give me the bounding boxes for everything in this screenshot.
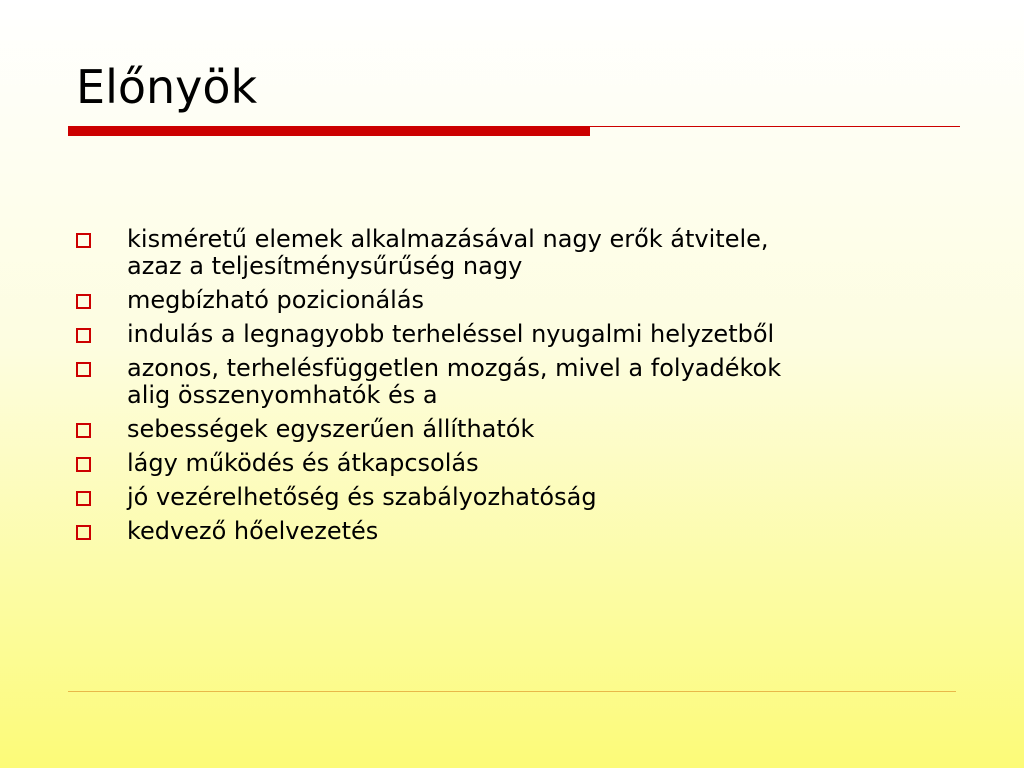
list-item: [76, 518, 956, 545]
square-bullet-icon: [76, 491, 91, 506]
bullet-text: indulás a legnagyobb terheléssel nyugalmi helyzetből: [127, 320, 775, 348]
square-bullet-icon: [76, 525, 91, 540]
list-item: [76, 484, 956, 511]
bullet-text: kisméretű elemek alkalmazásával nagy erők átvitele, azaz a teljesítménysűrűség nagy: [127, 225, 769, 280]
square-bullet-icon: [76, 362, 91, 377]
title-underline-thin: [590, 126, 960, 127]
list-item: [76, 416, 956, 443]
bullet-text: kedvező hőelvezetés: [127, 517, 379, 545]
list-item: [76, 450, 956, 477]
bullet-text: megbízható pozicionálás: [127, 286, 425, 314]
square-bullet-icon: [76, 423, 91, 438]
title-underline-thick: [68, 126, 590, 136]
bullet-text: lágy működés és átkapcsolás: [127, 449, 479, 477]
list-item: [76, 287, 956, 314]
square-bullet-icon: [76, 294, 91, 309]
square-bullet-icon: [76, 328, 91, 343]
slide-title: Előnyök: [76, 60, 258, 114]
list-item: [76, 355, 956, 409]
bullet-list: [76, 226, 956, 552]
square-bullet-icon: [76, 233, 91, 248]
bullet-text: jó vezérelhetőség és szabályozhatóság: [127, 483, 597, 511]
list-item: [76, 321, 956, 348]
bullet-text: sebességek egyszerűen állíthatók: [127, 415, 535, 443]
bullet-text: azonos, terhelésfüggetlen mozgás, mivel a folyadékok alig összenyomhatók és a: [127, 354, 782, 409]
footer-divider: [68, 691, 956, 692]
square-bullet-icon: [76, 457, 91, 472]
list-item: [76, 226, 956, 280]
